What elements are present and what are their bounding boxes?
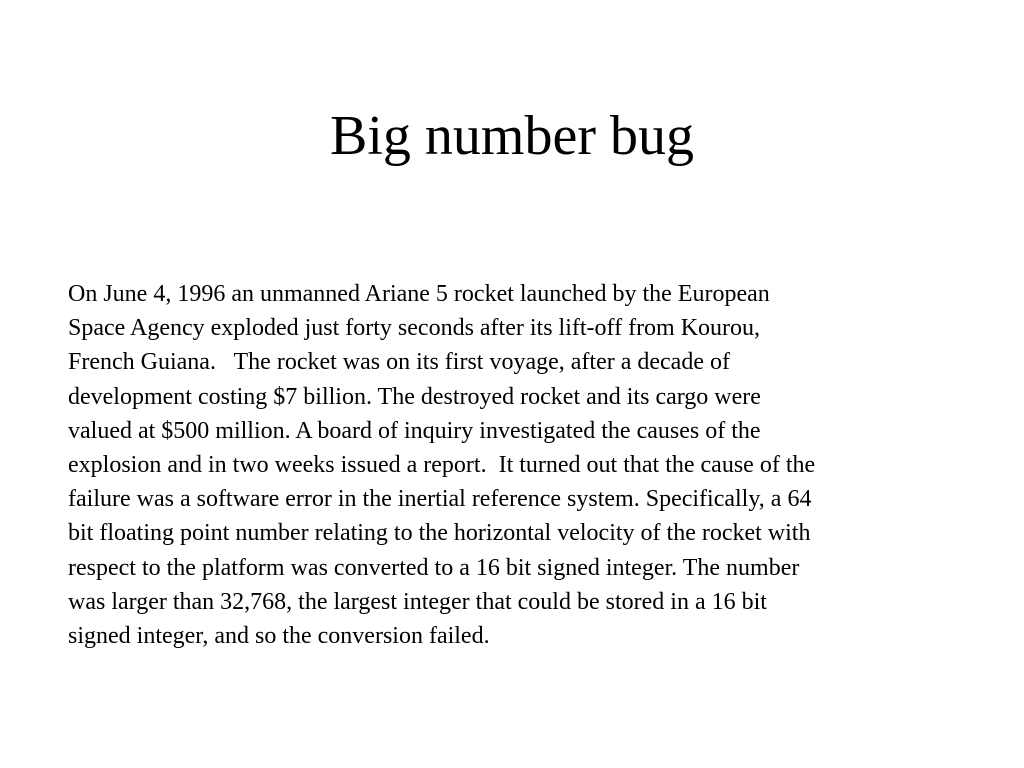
slide-title: Big number bug bbox=[330, 105, 694, 167]
slide-body-text: On June 4, 1996 an unmanned Ariane 5 rocket launched by the European Space Agency exploded just forty seconds after its lift-off from Kourou, French Guiana. The rocket was on its first voyage, after a decade of development costing $7 billion. The destroyed rocket and its cargo were valued at $500 million. A board of inquiry investigated the causes of the explosion and in two weeks issued a report. It turned out that the cause of the failure was a software error in the inertial reference system. Specifically, a 64 bit floating point number relating to the horizontal velocity of the rocket with respect to the platform was converted to a 16 bit signed integer. The number was larger than 32,768, the largest integer that could be stored in a 16 bit signed integer, and so the conversion failed. bbox=[68, 281, 816, 650]
